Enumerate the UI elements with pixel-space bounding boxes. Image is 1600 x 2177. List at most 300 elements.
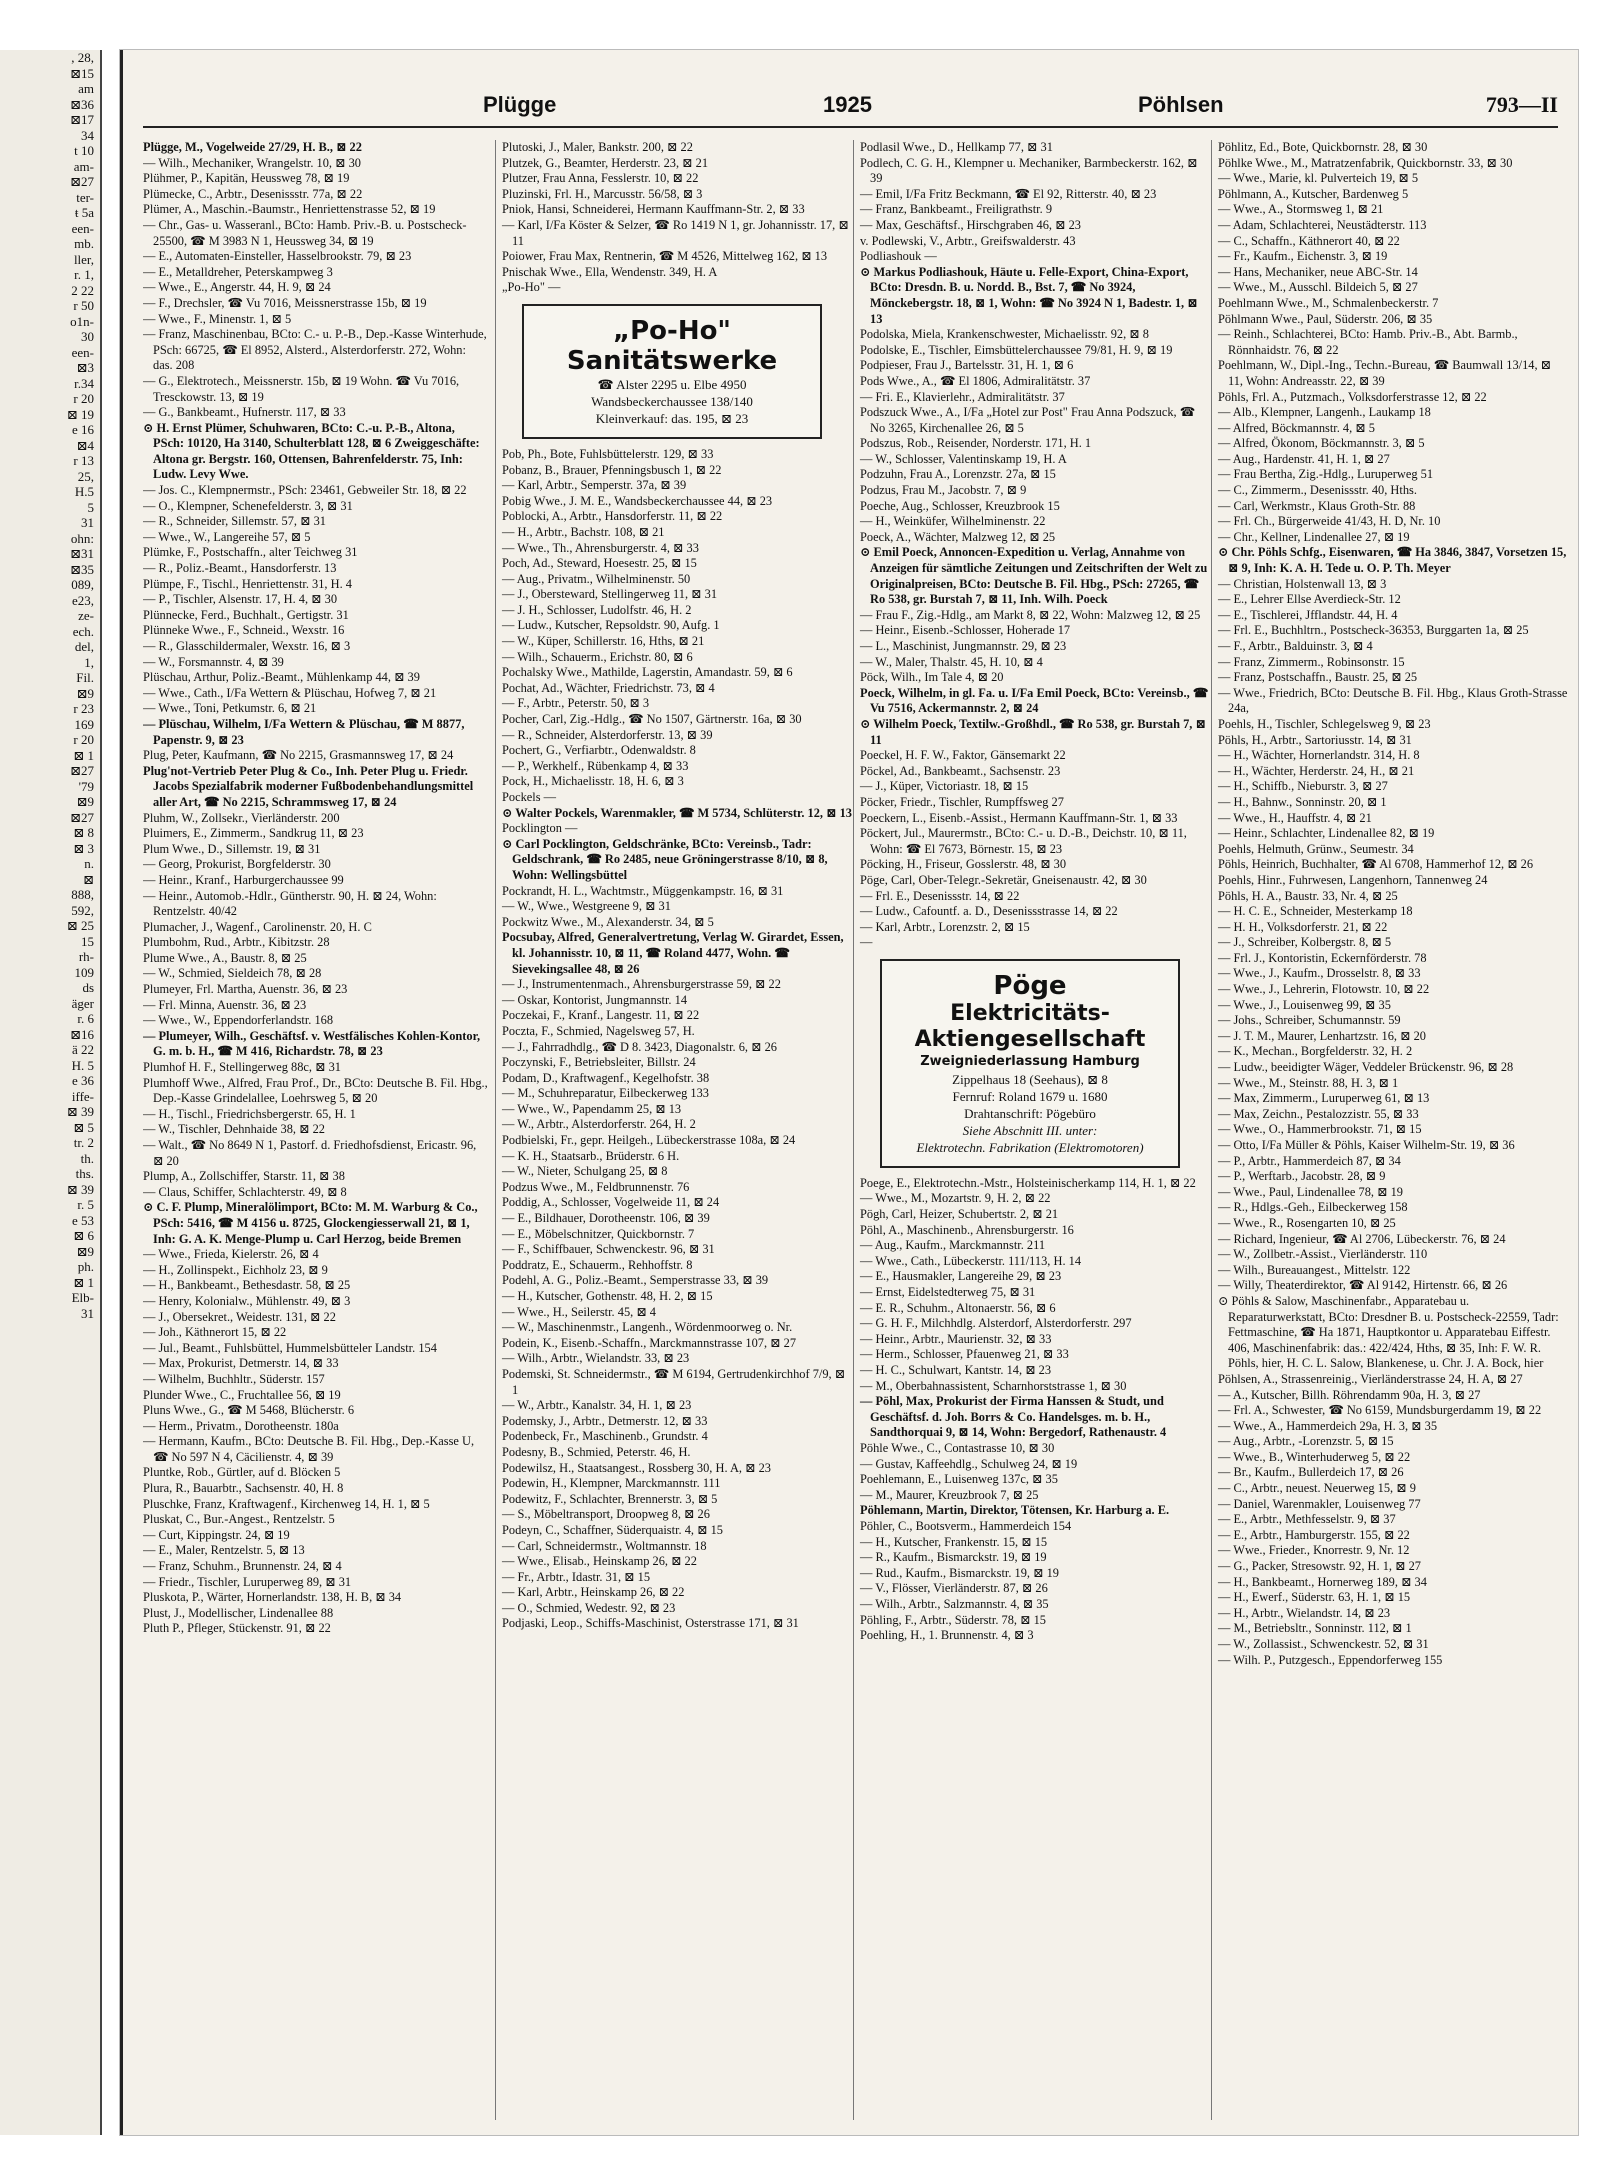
previous-page-fragment: ths. [75,1166,94,1181]
previous-page-fragment: mb. [74,236,94,251]
previous-page-fragment: r 20 [73,391,94,406]
column-3 [853,140,1210,2120]
directory-entry: Podjaski, Leop., Schiffs-Maschinist, Osterstrasse 171, ⊠ 31 [502,1616,799,1631]
directory-entry: — V., Flösser, Vierländerstr. 87, ⊠ 26 [860,1581,1048,1596]
directory-entry: — Wwe., A., Hammerdeich 29a, H. 3, ⊠ 35 [1218,1418,1438,1433]
directory-entry: — J., Obersekret., Weidestr. 131, ⊠ 22 [143,1309,336,1324]
directory-entry: — Wwe., W., Eppendorferlandstr. 168 [143,1013,334,1028]
previous-page-fragment: ⊠35 [70,561,94,577]
directory-entry: „Po-Ho" — [502,280,561,295]
directory-entry: Plümke, F., Postschaffn., alter Teichweg 31 [143,545,358,560]
directory-entry: — Br., Kaufm., Bullerdeich 17, ⊠ 26 [1218,1465,1404,1480]
directory-entry: — Wwe., H., Seilerstr. 45, ⊠ 4 [502,1304,657,1319]
previous-page-fragment: 592, [71,902,94,918]
previous-page-fragment: ⊠ 1 [73,1274,94,1290]
directory-entry: — Franz, Bankbeamt., Freiligrathstr. 9 [860,202,1053,217]
directory-entry: — H., Arbtr., Wielandstr. 14, ⊠ 23 [1218,1605,1391,1620]
previous-page-fragment: r. 1, [74,267,94,282]
column-4 [1211,140,1568,2120]
previous-page-fragment: äger [71,995,94,1011]
directory-entry: — E., Hausmakler, Langereihe 29, ⊠ 23 [860,1269,1062,1284]
directory-entry: — Georg, Prokurist, Borgfelderstr. 30 [143,857,331,872]
previous-page-fragment: t 10 [74,143,94,158]
directory-entry: — Franz, Maschinenbau, BCto: C.- u. P.-B., Dep.-Kasse Winterhude, PSch: 66725, ☎ El 8952, Alsterd., Alsterdorferstr. 272, Wohn: das. 208 [143,327,487,373]
previous-page-fragment: ⊠16 [70,1026,94,1042]
directory-entry: — E., Tischlerei, Jfflandstr. 44, H. 4 [1218,607,1398,622]
directory-entry: Poeck, A., Wächter, Malzweg 12, ⊠ 25 [860,529,1056,544]
directory-entry: Pnischak Wwe., Ella, Wendenstr. 349, H. A [502,264,718,279]
previous-page-fragment: ⊠36 [70,96,94,112]
directory-entry: — P., Werkhelf., Rübenkamp 4, ⊠ 33 [502,758,689,773]
directory-entry: Pniok, Hansi, Schneiderei, Hermann Kauffmann-Str. 2, ⊠ 33 [502,202,805,217]
previous-page-fragment: ⊠27 [70,174,94,189]
previous-page-fragment: r 13 [73,453,94,468]
directory-entry: Pöhler, C., Bootsverm., Hammerdeich 154 [860,1518,1072,1533]
directory-entry: — Wilh. P., Putzgesch., Eppendorferweg 155 [1218,1652,1443,1667]
directory-entry: — Wwe., Friedrich, BCto: Deutsche B. Fil. Hbg., Klaus Groth-Strasse 24a, [1218,685,1568,716]
previous-page-fragment: een- [71,344,94,360]
previous-page-fragment: ⊠ 5 [73,1119,94,1135]
directory-entry: Podzus, Frau M., Jacobstr. 7, ⊠ 9 [860,483,1027,498]
directory-entry: — Wwe., M., Ausschl. Bildeich 5, ⊠ 27 [1218,280,1418,295]
directory-entry: — W., Tischler, Dehnhaide 38, ⊠ 22 [143,1122,325,1137]
column-2-entries-top [502,140,852,296]
directory-entry: — P., Arbtr., Hammerdeich 87, ⊠ 34 [1218,1153,1401,1168]
directory-entry: — O., Klempner, Schenefelderstr. 3, ⊠ 31 [143,498,353,513]
directory-entry: — J. T. M., Maurer, Lenhartzstr. 16, ⊠ 20 [1218,1028,1426,1043]
directory-entry: Pluimers, E., Zimmerm., Sandkrug 11, ⊠ 23 [143,826,364,841]
column-2-entries-bottom [502,447,852,1632]
directory-entry: — Chr., Gas- u. Wasseranl., BCto: Hamb. Priv.-B. u. Postscheck-25500, ☎ M 3983 N 1, Heussweg 34, ⊠ 19 [143,217,467,248]
directory-entry: — Fr., Arbtr., Idastr. 31, ⊠ 15 [502,1569,651,1584]
directory-entry: — W., Wwe., Westgreene 9, ⊠ 31 [502,899,671,914]
directory-entry: — G., Packer, Stresowstr. 92, H. 1, ⊠ 27 [1218,1559,1421,1574]
directory-entry: — R., Glasschildermaler, Wexstr. 16, ⊠ 3 [143,639,351,653]
ad-title: „Po-Ho" [613,315,731,346]
directory-entry: — Wwe., Toni, Petkumstr. 6, ⊠ 21 [143,701,317,716]
directory-entry: Plumacher, J., Wagenf., Carolinenstr. 20, H. C [143,919,372,934]
directory-entry: Pöcking, H., Friseur, Gosslerstr. 48, ⊠ 30 [860,857,1067,872]
directory-entry: — W., Schlosser, Valentinskamp 19, H. A [860,451,1067,466]
previous-page-fragment: th. [80,1150,94,1166]
directory-entry: — Wwe., Cath., I/Fa Wettern & Plüschau, Hofweg 7, ⊠ 21 [143,685,437,700]
directory-entry: — Wwe., W., Papendamm 25, ⊠ 13 [502,1101,682,1116]
directory-entry: Pochert, G., Verfiarbtr., Odenwaldstr. 8 [502,743,696,758]
directory-entry: — C., Arbtr., neuest. Neuerweg 15, ⊠ 9 [1218,1481,1416,1496]
directory-entry: — H., Wächter, Herderstr. 24, H., ⊠ 21 [1218,763,1415,778]
directory-entry: Podewin, H., Klempner, Marckmannstr. 111 [502,1476,721,1491]
directory-entry: Plünneke Wwe., F., Schneid., Wexstr. 16 [143,623,345,638]
directory-entry: — C., Zimmerm., Desenissstr. 40, Hths. [1218,483,1417,498]
page-header [143,88,1558,128]
previous-page-fragment: ⊠ 19 [66,406,94,422]
directory-page [120,50,1578,2135]
directory-entry: Podszuck Wwe., A., I/Fa „Hotel zur Post" Frau Anna Podszuck, ☎ No 3265, Kirchenallee 26, ⊠ 5 [860,405,1196,435]
directory-entry: — Joh., Käthnerort 15, ⊠ 22 [143,1325,287,1340]
directory-entry: — H. H., Volksdorferstr. 21, ⊠ 22 [1218,919,1388,934]
column-3-entries-top [860,140,1210,951]
directory-entry: — Max, Zeichn., Pestalozzistr. 55, ⊠ 33 [1218,1106,1419,1121]
previous-page-fragment: ⊠ 6 [73,1228,94,1243]
directory-entry: — Ludw., beeidigter Wäger, Veddeler Brückenstr. 96, ⊠ 28 [1218,1060,1514,1075]
directory-entry: — R., Poliz.-Beamt., Hansdorferstr. 13 [143,561,337,576]
ad-telegram: Drahtanschrift: Pögebüro [964,1105,1096,1121]
directory-entry: — Plumeyer, Wilh., Geschäftsf. v. Westfälisches Kohlen-Kontor, G. m. b. H., ☎ M 416, Richardstr. 78, ⊠ 23 [143,1028,481,1059]
directory-entry: — Walt., ☎ No 8649 N 1, Pastorf. d. Friedhofsdienst, Ericastr. 96, ⊠ 20 [143,1138,477,1168]
previous-page-fragment: ph. [77,1259,94,1274]
directory-entry: ⊙ C. F. Plump, Mineralölimport, BCto: M. M. Warburg & Co., PSch: 5416, ☎ M 4156 u. 8725, Glockengiesserwall 21, ⊠ 1, Inh: G. A. K. Menge-Plump u. Carl Herzog, beide Bremen [143,1200,478,1246]
previous-page-fragment: 15 [81,933,94,949]
directory-entry: — Aug., Privatm., Wilhelminenstr. 50 [502,571,691,586]
previous-page-fragment: 089, [71,577,94,592]
ad-subtitle: Elektricitäts-Aktiengesellschaft [914,1000,1146,1052]
directory-entry: Podliashouk — [860,249,937,264]
directory-entry: ⊙ Carl Pocklington, Geldschränke, BCto: Vereinsb., Tadr: Geldschrank, ☎ Ro 2485, neue Gröningerstrasse 8/10, ⊠ 8, Wohn: Wellingsbüttel [502,836,828,882]
directory-entry: Poehls, H., Tischler, Schlegelsweg 9, ⊠ 23 [1218,716,1431,731]
directory-entry: — Heinr., Arbtr., Maurienstr. 32, ⊠ 33 [860,1331,1052,1346]
previous-page-fragment: o1n- [70,313,94,329]
directory-entry: Pluskota, P., Wärter, Hornerlandstr. 138, H. B, ⊠ 34 [143,1590,402,1605]
directory-entry: — K. H., Staatsarb., Brüderstr. 6 H. [502,1148,680,1163]
previous-page-fragment: am- [73,158,94,174]
directory-entry: — Oskar, Kontorist, Jungmannstr. 14 [502,992,688,1007]
previous-page-fragment: rh- [78,949,94,964]
directory-entry: v. Podlewski, V., Arbtr., Greifswalderstr. 43 [860,233,1076,248]
directory-entry: Pluhm, W., Zollsekr., Vierländerstr. 200 [143,810,340,825]
previous-page-fragment: ⊠27 [70,809,94,825]
directory-entry: — Wwe., Paul, Lindenallee 78, ⊠ 19 [1218,1184,1403,1199]
directory-entry: Podlech, C. G. H., Klempner u. Mechaniker, Barmbeckerstr. 162, ⊠ 39 [860,155,1198,186]
previous-page-strip [0,50,102,2135]
previous-page-fragment: , 28, [71,50,94,65]
directory-entry: — Chr., Kellner, Lindenallee 27, ⊠ 19 [1218,529,1410,544]
directory-entry: — R., Schneider, Alsterdorferstr. 13, ⊠ 39 [502,727,713,742]
directory-entry: Pöhlsen, A., Strassenreinig., Vierländerstrasse 24, H. A, ⊠ 27 [1218,1371,1523,1386]
directory-entry: Pochat, Ad., Wächter, Friedrichstr. 73, ⊠ 4 [502,680,715,695]
directory-entry: — Gustav, Kaffeehdlg., Schulweg 24, ⊠ 19 [860,1456,1078,1471]
previous-page-fragment: tr. 2 [73,1135,94,1150]
directory-entry: — Wilh., Bureauangest., Mittelstr. 122 [1218,1262,1411,1277]
previous-page-fragment: ⊠ 25 [66,918,94,933]
directory-entry: — M., Schuhreparatur, Eilbeckerweg 133 [502,1086,709,1101]
ad-phone: ☎ Alster 2295 u. Elbe 4950 [597,376,747,392]
directory-entry: — Wwe., Frieder., Knorrestr. 9, Nr. 12 [1218,1543,1410,1558]
directory-entry: — Wwe., Elisab., Heinskamp 26, ⊠ 22 [502,1554,697,1569]
directory-entry: — Wilh., Mechaniker, Wrangelstr. 10, ⊠ 30 [143,155,361,170]
directory-entry: — F., Arbtr., Balduinstr. 3, ⊠ 4 [1218,639,1373,653]
previous-page-fragment: 888, [71,887,94,902]
poege-advertisement [880,959,1180,1168]
previous-page-fragment: 5 [87,499,94,515]
previous-page-fragment: H. 5 [71,1057,94,1073]
directory-entry: Poch, Ad., Steward, Hoesestr. 25, ⊠ 15 [502,556,697,571]
ad-title: Pöge [993,970,1067,1001]
previous-page-fragment: ⊠ 8 [73,825,94,840]
directory-entry: Plust, J., Modellischer, Lindenallee 88 [143,1605,334,1620]
directory-entry: Podam, D., Kraftwagenf., Kegelhofstr. 38 [502,1070,710,1085]
directory-entry: — Wwe., A., Stormsweg 1, ⊠ 21 [1218,202,1384,217]
directory-entry: Plutzek, G., Beamter, Herderstr. 23, ⊠ 21 [502,155,709,170]
ad-address: Zippelhaus 18 (Seehaus), ⊠ 8 [952,1071,1108,1087]
directory-entry: Podzus Wwe., M., Feldbrunnenstr. 76 [502,1179,690,1194]
directory-entry: Pöhlmann Wwe., Paul, Süderstr. 206, ⊠ 35 [1218,311,1433,326]
directory-entry: Podolske, E., Tischler, Eimsbüttelerchaussee 79/81, H. 9, ⊠ 19 [860,342,1173,357]
directory-entry: — Daniel, Warenmakler, Louisenweg 77 [1218,1496,1421,1511]
directory-entry: Podlasil Wwe., D., Hellkamp 77, ⊠ 31 [860,140,1053,154]
directory-entry: — Heinr., Eisenb.-Schlosser, Hoherade 17 [860,623,1071,638]
directory-entry: — Aug., Hardenstr. 41, H. 1, ⊠ 27 [1218,451,1390,466]
previous-page-fragment: r 20 [73,732,94,747]
directory-entry: — Plüschau, Wilhelm, I/Fa Wettern & Plüschau, ☎ M 8877, Papenstr. 9, ⊠ 23 [143,716,465,747]
ad-see-section: Siehe Abschnitt III. unter: [962,1122,1098,1138]
directory-entry: Plümpe, F., Tischl., Henriettenstr. 31, H. 4 [143,576,352,591]
directory-entry: — Frl. J., Kontoristin, Eckernförderstr. 78 [1218,950,1427,965]
directory-entry: ⊙ Walter Pockels, Warenmakler, ☎ M 5734, Schlüterstr. 12, ⊠ 13 [502,805,852,820]
directory-entry: Pocklington — [502,821,578,836]
page-number: 793—II [1485,92,1558,117]
directory-entry: — Aug., Arbtr., -Lorenzstr. 5, ⊠ 15 [1218,1434,1394,1449]
directory-entry: Plume Wwe., A., Baustr. 8, ⊠ 25 [143,950,307,965]
directory-entry: — E., Automaten-Einsteller, Hasselbrookstr. 79, ⊠ 23 [143,249,412,264]
previous-page-fragment: 2 22 [71,282,94,298]
directory-entry: Pockrandt, H. L., Wachtmstr., Müggenkampstr. 16, ⊠ 31 [502,883,784,898]
previous-page-fragment: ⊠15 [70,65,94,81]
previous-page-fragment: ⊠3 [76,360,94,375]
directory-entry: — H., Bahnw., Sonninstr. 20, ⊠ 1 [1218,794,1387,809]
directory-entry: — Emil, I/Fa Fritz Beckmann, ☎ El 92, Ritterstr. 40, ⊠ 23 [860,186,1157,201]
directory-entry: — G. H. F., Milchhdlg. Alsterdorf, Alsterdorferstr. 297 [860,1316,1132,1331]
directory-entry: Poblocki, A., Arbtr., Hansdorferstr. 11, ⊠ 22 [502,509,723,524]
directory-entry: — Franz, Zimmerm., Robinsonstr. 15 [1218,654,1405,669]
directory-entry: Pluzinski, Frl. H., Marcusstr. 56/58, ⊠ 3 [502,186,703,201]
directory-entry: — L., Maschinist, Jungmannstr. 29, ⊠ 23 [860,639,1067,653]
previous-page-fragment: 31 [81,515,94,530]
directory-entry: — Rud., Kaufm., Bismarckstr. 19, ⊠ 19 [860,1565,1059,1580]
directory-entry: — G., Bankbeamt., Hufnerstr. 117, ⊠ 33 [143,405,346,420]
directory-entry: — Richard, Ingenieur, ☎ Al 2706, Lübeckerstr. 76, ⊠ 24 [1218,1231,1506,1246]
directory-entry: — Frl. E., Buchhltrn., Postscheck-36353, Burggarten 1a, ⊠ 25 [1218,623,1529,638]
directory-entry: Poddig, A., Schlosser, Vogelweide 11, ⊠ 24 [502,1195,720,1210]
directory-entry: Pluns Wwe., G., ☎ M 5468, Blücherstr. 6 [143,1403,355,1418]
directory-entry: — E., Arbtr., Methfesselstr. 9, ⊠ 37 [1218,1512,1396,1527]
directory-entry: — W., Forsmannstr. 4, ⊠ 39 [143,654,284,669]
directory-entry: Poczta, F., Schmied, Nagelsweg 57, H. [502,1023,695,1038]
directory-entry: — Wwe., M., Steinstr. 88, H. 3, ⊠ 1 [1218,1075,1399,1090]
directory-entry: — Frl. E., Desenissstr. 14, ⊠ 22 [860,888,1020,903]
column-3-entries-bottom [860,1176,1210,1644]
directory-entry: — Alb., Klempner, Langenh., Laukamp 18 [1218,405,1431,420]
directory-entry: Podewitz, F., Schlachter, Brennerstr. 3, ⊠ 5 [502,1491,718,1506]
directory-entry: — E. R., Schuhm., Altonaerstr. 56, ⊠ 6 [860,1300,1056,1315]
previous-page-fragment: 109 [74,964,94,980]
directory-entry: — R., Hdlgs.-Geh., Eilbeckerweg 158 [1218,1200,1408,1215]
directory-entry: Pöhls, Heinrich, Buchhalter, ☎ Al 6708, Hammerhof 12, ⊠ 26 [1218,857,1534,872]
directory-entry: — Ernst, Eidelstedterweg 75, ⊠ 31 [860,1285,1036,1300]
directory-entry: — H., Arbtr., Bachstr. 108, ⊠ 21 [502,524,665,539]
directory-entry: Poddratz, E., Schauerm., Rehhoffstr. 8 [502,1257,693,1272]
directory-entry: Plump, A., Zollschiffer, Starstr. 11, ⊠ 38 [143,1169,345,1184]
directory-entry: Pluntke, Rob., Gürtler, auf d. Blöcken 5 [143,1465,341,1480]
previous-page-fragment: H.5 [74,484,94,499]
directory-entry: — Henry, Kolonialw., Mühlenstr. 49, ⊠ 3 [143,1293,351,1308]
column-1 [143,140,488,2120]
directory-entry: — F., Schiffbauer, Schwenckestr. 96, ⊠ 31 [502,1242,715,1257]
previous-page-fragment: e 53 [71,1212,94,1228]
directory-entry: — Herm., Schlosser, Pfauenweg 21, ⊠ 33 [860,1347,1069,1362]
directory-entry: — Carl, Werkmstr., Klaus Groth-Str. 88 [1218,498,1416,513]
directory-entry: — Wwe., Th., Ahrensburgerstr. 4, ⊠ 33 [502,540,699,555]
previous-page-fragment: '79 [78,778,94,794]
directory-entry: — Wwe., J., Lehrerin, Flotowstr. 10, ⊠ 22 [1218,982,1430,997]
directory-entry: — Ludw., Cafountf. a. D., Desenissstrasse 14, ⊠ 22 [860,904,1118,919]
directory-entry: — J., Küper, Victoriastr. 18, ⊠ 15 [860,779,1029,794]
previous-page-fragment: ller, [73,251,94,267]
directory-entry: — Johs., Schreiber, Schumannstr. 59 [1218,1013,1401,1028]
directory-entry: — E., Maler, Rentzelstr. 5, ⊠ 13 [143,1543,305,1558]
directory-entry: — Max, Zimmerm., Luruperweg 61, ⊠ 13 [1218,1091,1430,1106]
directory-entry: Pögh, Carl, Heizer, Schubertstr. 2, ⊠ 21 [860,1207,1059,1222]
previous-page-fragment: ⊠9 [76,1243,94,1259]
ad-phone: Fernruf: Roland 1679 u. 1680 [952,1088,1108,1104]
directory-entry: — Jul., Beamt., Fuhlsbüttel, Hummelsbütteler Landstr. 154 [143,1340,437,1355]
previous-page-fragment: ⊠ 39 [66,1181,94,1197]
previous-page-fragment: ⊠4 [76,437,94,453]
previous-page-fragment: r 50 [73,298,94,313]
directory-entry: — Pöhl, Max, Prokurist der Firma Hanssen & Studt, und Geschäftsf. d. Joh. Borrs & Co. Handelsges. m. b. H., Sandthorquai 9, ⊠ 14, Wohn: Bergedorf, Rathenaustr. 4 [860,1394,1167,1440]
directory-entry: Podemski, St. Schneidermstr., ☎ M 6194, Gertrudenkirchhof 7/9, ⊠ 1 [502,1366,846,1397]
directory-entry: Pocsubay, Alfred, Generalvertretung, Verlag W. Girardet, Essen, kl. Johannisstr. 10, ⊠ 11, ☎ Roland 4477, Wohn. ☎ Sievekingsallee 48, ⊠ 26 [502,930,844,976]
directory-entry: — [860,935,873,950]
directory-entry: — E., Metalldreher, Peterskampweg 3 [143,264,333,279]
directory-entry: Pods Wwe., A., ☎ El 1806, Admiralitätstr. 37 [860,373,1091,388]
directory-entry: — Frl. Minna, Auenstr. 36, ⊠ 23 [143,997,307,1012]
directory-entry: — Wwe., Marie, kl. Pulverteich 19, ⊠ 5 [1218,171,1419,186]
directory-entry: — H. C. E., Schneider, Mesterkamp 18 [1218,904,1413,919]
directory-entry: Pöhlke Wwe., M., Matratzenfabrik, Quickbornstr. 33, ⊠ 30 [1218,155,1513,170]
directory-entry: — M., Oberbahnassistent, Scharnhorststrasse 1, ⊠ 30 [860,1378,1127,1393]
directory-entry: Poeche, Aug., Schlosser, Kreuzbrook 15 [860,498,1060,513]
directory-entry: Plug'not-Vertrieb Peter Plug & Co., Inh. Peter Plug u. Friedr. Jacobs Spezialfabrik moderner Fußbodenbehandlungsmittel aller Art, ☎ No 2215, Schrammsweg 17, ⊠ 24 [143,763,474,809]
previous-page-fragment: ä 22 [71,1042,94,1057]
directory-entry: — Alfred, Ökonom, Böckmannstr. 3, ⊠ 5 [1218,436,1425,451]
previous-page-fragment: ⊠ 39 [66,1104,94,1119]
directory-entry: — J., Fahrradhdlg., ☎ D 8. 3423, Diagonalstr. 6, ⊠ 26 [502,1039,777,1054]
directory-entry: Pöckel, Ad., Bankbeamt., Sachsenstr. 23 [860,763,1061,778]
directory-entry: — Wwe., B., Winterhuderweg 5, ⊠ 22 [1218,1449,1411,1464]
ad-branch: Zweigniederlassung Hamburg [920,1053,1140,1069]
directory-entry: — W., Arbtr., Alsterdorferstr. 264, H. 2 [502,1117,696,1132]
directory-entry: — W., Arbtr., Kanalstr. 34, H. 1, ⊠ 23 [502,1398,692,1413]
previous-page-fragment: ze- [78,608,94,623]
directory-entry: Pöhlitz, Ed., Bote, Quickbornstr. 28, ⊠ 30 [1218,140,1428,154]
directory-entry: — R., Kaufm., Bismarckstr. 19, ⊠ 19 [860,1550,1047,1565]
previous-page-fragment: e23, [71,592,94,608]
directory-entry: Podbielski, Fr., gepr. Heilgeh., Lübeckerstrasse 108a, ⊠ 24 [502,1133,796,1148]
directory-entry: Pöhls, Frl. A., Putzmach., Volksdorferstrasse 12, ⊠ 22 [1218,389,1487,404]
directory-entry: Podemsky, J., Arbtr., Detmerstr. 12, ⊠ 33 [502,1413,708,1428]
directory-entry: — Claus, Schiffer, Schlachterstr. 49, ⊠ 8 [143,1184,347,1199]
previous-page-fragment: ds [82,980,94,995]
previous-page-fragment: ⊠ [83,871,94,887]
directory-entry: — Wilh., Schauerm., Erichstr. 80, ⊠ 6 [502,649,693,664]
directory-entry: — Wwe., H., Hauffstr. 4, ⊠ 21 [1218,810,1372,825]
directory-entry: Poiower, Frau Max, Rentnerin, ☎ M 4526, Mittelweg 162, ⊠ 13 [502,249,828,264]
directory-entry: — S., Möbeltransport, Droopweg 8, ⊠ 26 [502,1507,710,1522]
previous-page-fragment: 1, [84,654,94,670]
directory-entry: — C., Schaffn., Käthnerort 40, ⊠ 22 [1218,233,1400,248]
directory-entry: Plühmer, P., Kapitän, Heussweg 78, ⊠ 19 [143,171,350,186]
directory-entry: — Wilhelm, Buchhltr., Süderstr. 157 [143,1371,325,1386]
previous-page-fragment: r.34 [74,375,94,391]
directory-entry: — Fr., Kaufm., Eichenstr. 3, ⊠ 19 [1218,249,1388,264]
directory-entry: Poege, E., Elektrotechn.-Mstr., Holsteinischerkamp 114, H. 1, ⊠ 22 [860,1175,1196,1190]
previous-page-fragment: ŧ 5a [74,205,94,220]
directory-entry: — M., Betriebsltr., Sonninstr. 112, ⊠ 1 [1218,1621,1412,1636]
directory-entry: Podewilsz, H., Staatsangest., Rossberg 30, H. A, ⊠ 23 [502,1460,771,1475]
previous-page-fragment: ⊠31 [70,546,94,561]
directory-entry: — K., Mechan., Borgfelderstr. 32, H. 2 [1218,1044,1413,1059]
directory-entry: Podolska, Miela, Krankenschwester, Michaelisstr. 92, ⊠ 8 [860,327,1149,342]
directory-entry: — Franz, Postschaffn., Baustr. 25, ⊠ 25 [1218,670,1418,685]
directory-entry: — Wwe., R., Rosengarten 10, ⊠ 25 [1218,1215,1396,1230]
directory-entry: — Carl, Schneidermstr., Woltmannstr. 18 [502,1538,707,1553]
directory-entry: Poehls, Hinr., Fuhrwesen, Langenhorn, Tannenweg 24 [1218,872,1488,887]
directory-entry: Pochalsky Wwe., Mathilde, Lagerstin, Amandastr. 59, ⊠ 6 [502,665,793,680]
directory-entry: — Curt, Kippingstr. 24, ⊠ 19 [143,1527,290,1542]
previous-page-fragment: 31 [81,1305,94,1321]
directory-entry: — Frau Bertha, Zig.-Hdlg., Luruperweg 51 [1218,467,1434,482]
directory-entry: Poczekai, F., Kranf., Langestr. 11, ⊠ 22 [502,1008,700,1023]
previous-page-fragment: ter- [76,189,94,205]
directory-entry: — G., Elektrotech., Meissnerstr. 15b, ⊠ 19 Wohn. ☎ Vu 7016, Tresckowstr. 13, ⊠ 19 [143,373,460,404]
directory-entry: — Karl, I/Fa Köster & Selzer, ☎ Ro 1419 N 1, gr. Johannisstr. 17, ⊠ 11 [502,217,849,248]
previous-page-fragment: r 23 [73,701,94,716]
directory-entry: — W., Zollbetr.-Assist., Vierländerstr. 110 [1218,1247,1428,1262]
directory-entry: — P., Tischler, Alsenstr. 17, H. 4, ⊠ 30 [143,592,338,607]
directory-entry: Poeckel, H. F. W., Faktor, Gänsemarkt 22 [860,748,1066,763]
directory-entry: Pobig Wwe., J. M. E., Wandsbeckerchaussee 44, ⊠ 23 [502,493,773,508]
directory-entry: — Frau F., Zig.-Hdlg., am Markt 8, ⊠ 22, Wohn: Malzweg 12, ⊠ 25 [860,607,1201,622]
directory-entry: — Ludw., Kutscher, Repsoldstr. 90, Aufg. 1 [502,618,720,633]
directory-entry: — W., Nieter, Schulgang 25, ⊠ 8 [502,1164,668,1179]
previous-page-fragment: Elb- [71,1290,94,1305]
directory-entry: — H., Tischl., Friedrichsbergerstr. 65, H. 1 [143,1106,356,1121]
directory-entry: — Wwe., W., Langereihe 57, ⊠ 5 [143,529,311,544]
directory-entry: Plutoski, J., Maler, Bankstr. 200, ⊠ 22 [502,140,693,154]
directory-entry: Podenbeck, Fr., Maschinenb., Grundstr. 4 [502,1429,708,1444]
directory-entry: Pockwitz Wwe., M., Alexanderstr. 34, ⊠ 5 [502,914,714,929]
directory-entry: — H., Bankbeamt., Hornerweg 189, ⊠ 34 [1218,1574,1427,1589]
directory-entry: — Jos. C., Klempnermstr., PSch: 23461, Gebweiler Str. 18, ⊠ 22 [143,483,467,498]
directory-entry: Pob, Ph., Bote, Fuhlsbüttelerstr. 129, ⊠ 33 [502,446,714,461]
previous-page-fragment: e 36 [71,1073,94,1088]
directory-entry: Plümecke, C., Arbtr., Desenissstr. 77a, ⊠ 22 [143,186,363,201]
directory-entry: — W., Küper, Schillerstr. 16, Hths, ⊠ 21 [502,634,705,649]
directory-entry: — A., Kutscher, Billh. Röhrendamm 90a, H. 3, ⊠ 27 [1218,1387,1481,1402]
directory-entry: ⊙ H. Ernst Plümer, Schuhwaren, BCto: C.-u. P.-B., Altona, PSch: 10120, Ha 3140, Schulterblatt 128, ⊠ 6 Zweiggeschäfte: Altona gr. Bergstr. 160, Ottensen, Bahrenfelderstr. 75, Inh: Ludw. Levy Wwe. [143,420,480,482]
directory-entry: Pöhl, A., Maschinenb., Ahrensburgerstr. 16 [860,1222,1074,1237]
previous-page-fragment: ⊠27 [70,763,94,778]
directory-entry: — E., Lehrer Ellse Averdieck-Str. 12 [1218,592,1401,607]
directory-entry: — O., Schmied, Wedestr. 92, ⊠ 23 [502,1600,676,1615]
directory-entry: Pock, H., Michaelisstr. 18, H. 6, ⊠ 3 [502,774,684,789]
ad-retail: Kleinverkauf: das. 195, ⊠ 23 [595,410,749,426]
directory-entry: — H., Schiffb., Nieburstr. 3, ⊠ 27 [1218,779,1388,794]
previous-page-fragment: e 16 [71,422,94,437]
directory-entry: — H., Weinküfer, Wilhelminenstr. 22 [860,514,1046,529]
previous-page-fragment: Fil. [76,670,94,685]
previous-page-fragment: del, [74,639,94,654]
